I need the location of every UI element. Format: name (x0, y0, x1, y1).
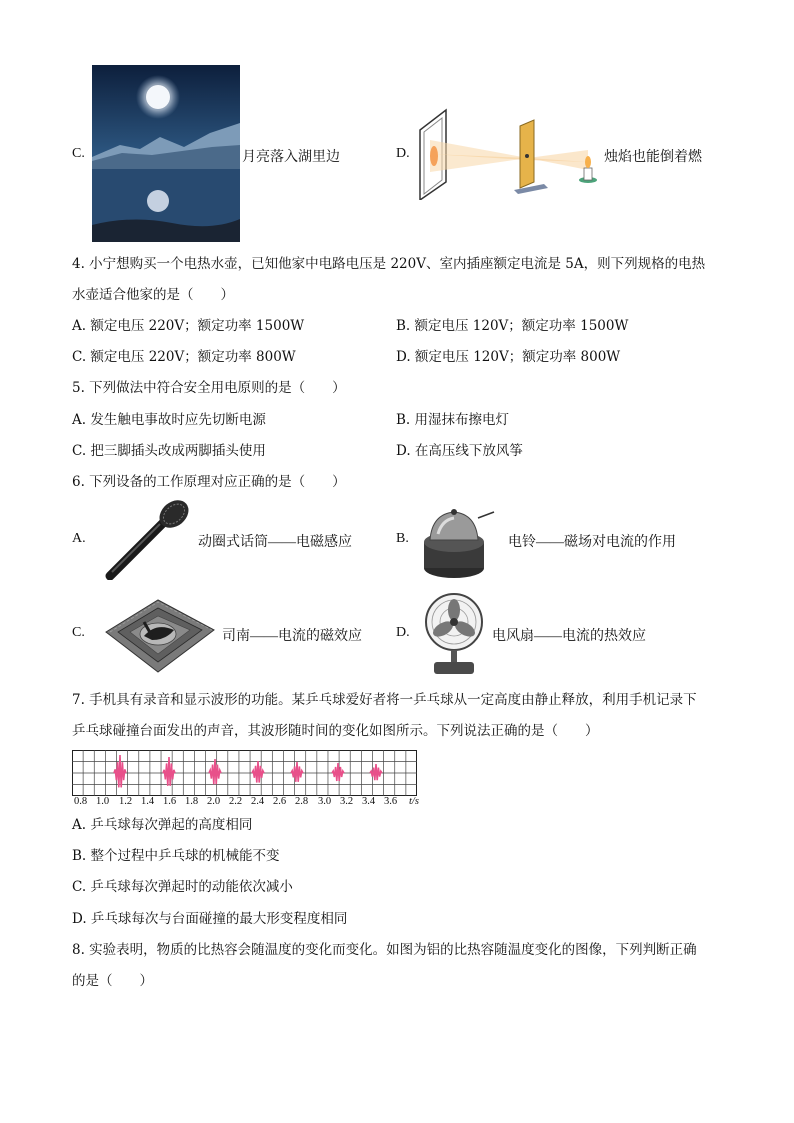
axis-tick-label: 3.4 (362, 796, 376, 807)
sound-waveform-figure (72, 750, 417, 796)
sound-burst (252, 761, 264, 783)
question-stem: 4. 小宁想购买一个电热水壶，已知他家中电路电压是 220V、室内插座额定电流是 5A，则下列规格的电热 (72, 256, 706, 272)
option-b: B. 用湿抹布擦电灯 (396, 412, 510, 428)
question-stem: 5. 下列做法中符合安全用电原则的是（ ） (72, 380, 346, 396)
axis-tick-label: 2.2 (229, 796, 243, 807)
electric-bell-image (418, 504, 498, 582)
sound-burst (291, 762, 303, 782)
option-letter: D. (396, 146, 410, 161)
question-stem: 的是（ ） (72, 973, 153, 989)
option-letter: A. (72, 531, 86, 546)
option-d: D. 额定电压 120V；额定功率 800W (396, 349, 621, 365)
option-letter: C. (72, 625, 85, 640)
sound-burst (209, 759, 221, 784)
axis-tick-label: 2.8 (295, 796, 309, 807)
axis-tick-label: 1.8 (185, 796, 199, 807)
axis-tick-label: 2.6 (273, 796, 287, 807)
axis-tick-label: 3.2 (340, 796, 354, 807)
question-stem: 8. 实验表明，物质的比热容会随温度的变化而变化。如图为铝的比热容随温度变化的图像，下列判断正确 (72, 942, 697, 958)
option-b: B. 额定电压 120V；额定功率 1500W (396, 318, 629, 334)
axis-tick-label: 1.2 (119, 796, 133, 807)
option-text: 电风扇——电流的热效应 (492, 629, 646, 644)
axis-unit-label: t/s (409, 796, 419, 807)
option-a: A. 额定电压 220V；额定功率 1500W (72, 318, 305, 334)
option-text: 电铃——磁场对电流的作用 (508, 535, 676, 550)
axis-tick-label: 3.6 (384, 796, 398, 807)
option-text: 烛焰也能倒着燃 (604, 150, 702, 165)
question-stem: 水壶适合他家的是（ ） (72, 287, 234, 303)
option-b: B. 整个过程中乒乓球的机械能不变 (72, 848, 280, 864)
option-c: C. 乒乓球每次弹起时的动能依次减小 (72, 879, 293, 895)
axis-tick-label: 0.8 (74, 796, 88, 807)
axis-tick-label: 1.4 (141, 796, 155, 807)
option-text: 月亮落入湖里边 (242, 150, 340, 165)
question-stem: 乒乓球碰撞台面发出的声音，其波形随时间的变化如图所示。下列说法正确的是（ ） (72, 723, 599, 739)
microphone-image (104, 500, 194, 580)
axis-tick-label: 1.0 (96, 796, 110, 807)
question-stem: 7. 手机具有录音和显示波形的功能。某乒乓球爱好者将一乒乓球从一定高度由静止释放，利用手机记录下 (72, 692, 697, 708)
moon-lake-image (92, 65, 240, 242)
option-letter: D. (396, 625, 410, 640)
option-a: A. 发生触电事故时应先切断电源 (72, 412, 266, 428)
question-stem: 6. 下列设备的工作原理对应正确的是（ ） (72, 474, 346, 490)
option-text: 司南——电流的磁效应 (222, 629, 362, 644)
sinan-compass-image (96, 596, 220, 676)
option-text: 动圈式话筒——电磁感应 (198, 535, 352, 550)
sound-burst (370, 764, 382, 780)
option-c: C. 额定电压 220V；额定功率 800W (72, 349, 296, 365)
candle-pinhole-diagram (416, 108, 602, 200)
electric-fan-image (420, 592, 488, 676)
axis-tick-label: 2.4 (251, 796, 265, 807)
axis-tick-label: 3.0 (318, 796, 332, 807)
option-d: D. 乒乓球每次与台面碰撞的最大形变程度相同 (72, 911, 348, 927)
option-c: C. 把三脚插头改成两脚插头使用 (72, 443, 266, 459)
option-d: D. 在高压线下放风筝 (396, 443, 523, 459)
option-a: A. 乒乓球每次弹起的高度相同 (72, 817, 253, 833)
option-letter: C. (72, 146, 85, 161)
sound-burst (332, 763, 344, 781)
sound-burst (114, 755, 126, 787)
axis-tick-label: 1.6 (163, 796, 177, 807)
time-axis (72, 796, 432, 810)
option-letter: B. (396, 531, 409, 546)
axis-tick-label: 2.0 (207, 796, 221, 807)
